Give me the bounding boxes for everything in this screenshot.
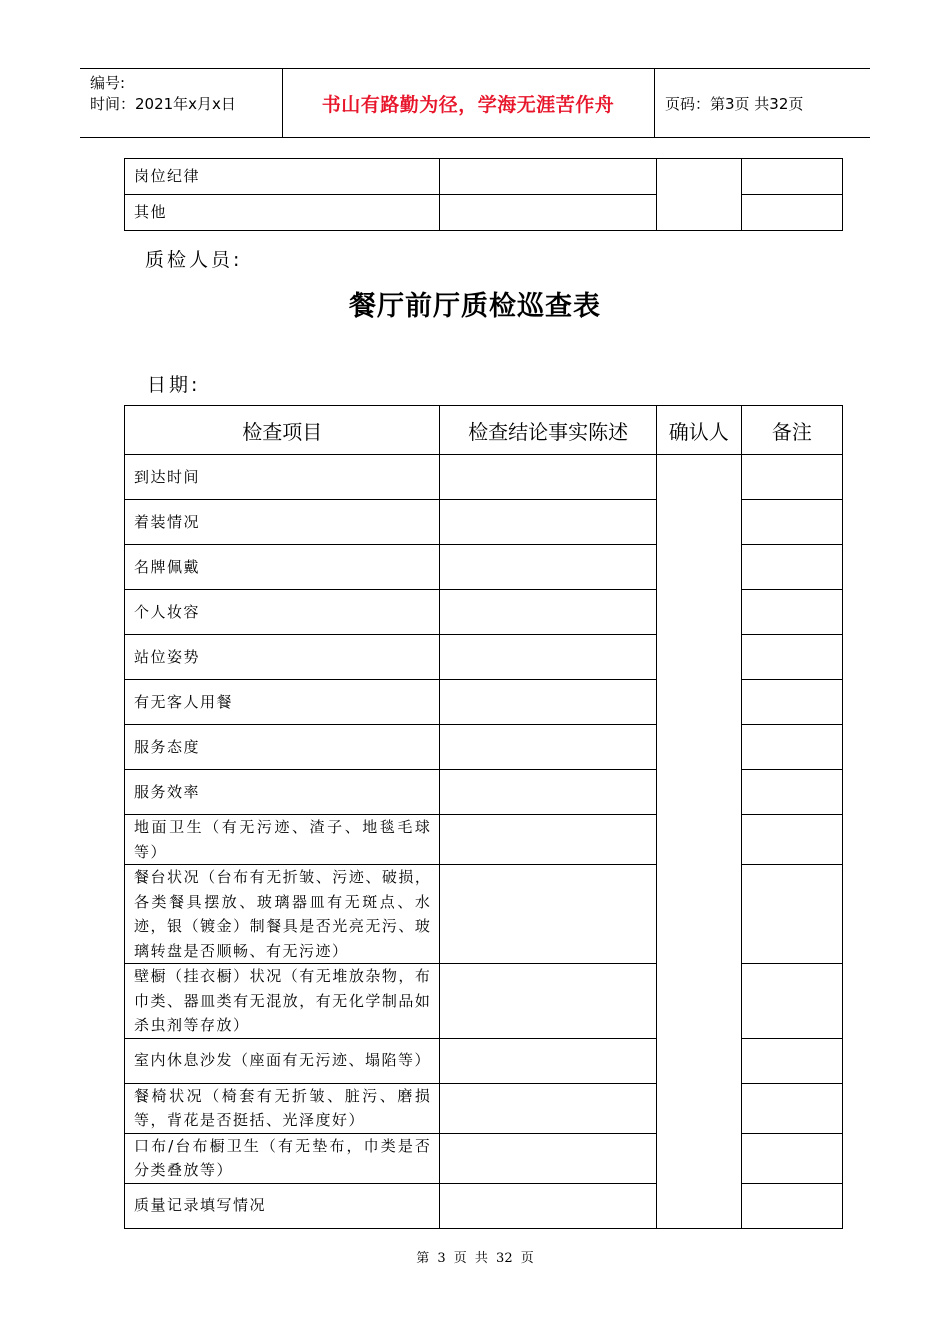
page-header [80,68,870,138]
conclusion-cell[interactable] [440,1083,656,1133]
remarks-cell[interactable] [741,1083,842,1133]
date-label: 日期: [147,374,201,396]
remarks-cell[interactable] [741,1038,842,1083]
check-item-cell [125,770,440,815]
remarks-cell[interactable] [741,545,842,590]
remarks-cell[interactable] [741,865,842,964]
check-item-cell [125,964,440,1039]
document-time-label: 时间：2021年x月x日 [90,95,236,113]
inspection-table [124,405,843,1229]
check-item-label: 岗位纪律 [134,167,201,186]
header-divider [654,69,655,137]
column-header-confirmer: 确认人 [656,406,741,455]
check-item-cell [125,500,440,545]
conclusion-cell[interactable] [440,590,656,635]
remarks-cell[interactable] [741,455,842,500]
check-item-label: 餐台状况（台布有无折皱、污迹、破损，各类餐具摆放、玻璃器皿有无斑点、水迹，银（镀金）制餐具是否光亮无污、玻璃转盘是否顺畅、有无污迹） [134,868,432,960]
inspector-label: 质检人员: [145,249,243,271]
header-page-info: 页码：第3页 共32页 [665,95,804,113]
check-item-label: 站位姿势 [134,647,201,666]
previous-page-table [124,158,843,231]
document-number-label: 编号: [90,74,126,92]
conclusion-cell[interactable] [440,1038,656,1083]
conclusion-cell[interactable] [440,770,656,815]
check-item-cell [125,545,440,590]
check-item-cell [125,590,440,635]
check-item-cell [125,455,440,500]
remarks-cell[interactable] [741,1183,842,1228]
remarks-cell[interactable] [741,680,842,725]
check-item-label: 餐椅状况（椅套有无折皱、脏污、磨损等，背花是否挺括、光泽度好） [134,1086,432,1129]
header-meta [90,73,236,115]
check-item-cell [125,1133,440,1183]
check-item-label: 室内休息沙发（座面有无污迹、塌陷等） [134,1051,432,1070]
check-item-cell [125,1038,440,1083]
check-item-label: 壁橱（挂衣橱）状况（有无堆放杂物，布巾类、器皿类有无混放，有无化学制品如杀虫剂等存放） [134,967,432,1034]
table-row [125,455,843,500]
check-item-cell [125,1083,440,1133]
check-item-label: 到达时间 [134,467,201,486]
table-header-row [125,406,843,455]
remarks-cell[interactable] [741,725,842,770]
check-item-label: 质量记录填写情况 [134,1196,267,1215]
confirmer-cell[interactable] [656,455,741,1229]
check-item-label: 服务效率 [134,782,201,801]
check-item-cell [125,865,440,964]
remarks-cell[interactable] [741,964,842,1039]
confirmer-cell[interactable] [656,159,741,231]
remarks-cell[interactable] [741,159,842,195]
check-item-cell [125,1183,440,1228]
check-item-cell [125,680,440,725]
remarks-cell[interactable] [741,500,842,545]
conclusion-cell[interactable] [440,1133,656,1183]
remarks-cell[interactable] [741,635,842,680]
check-item-cell [125,725,440,770]
check-item-label: 个人妆容 [134,602,201,621]
header-motto: 书山有路勤为径，学海无涯苦作舟 [321,93,615,116]
conclusion-cell[interactable] [440,195,656,231]
conclusion-cell[interactable] [440,545,656,590]
remarks-cell[interactable] [741,195,842,231]
check-item-cell [125,159,440,195]
check-item-cell [125,195,440,231]
conclusion-cell[interactable] [440,159,656,195]
check-item-label: 服务态度 [134,737,201,756]
conclusion-cell[interactable] [440,635,656,680]
check-item-label: 其他 [134,203,168,222]
conclusion-cell[interactable] [440,455,656,500]
column-header-conclusion: 检查结论事实陈述 [440,406,656,455]
column-header-check-item: 检查项目 [125,406,440,455]
page-footer: 第 3 页 共 32 页 [416,1251,534,1266]
remarks-cell[interactable] [741,770,842,815]
check-item-label: 名牌佩戴 [134,557,201,576]
conclusion-cell[interactable] [440,964,656,1039]
check-item-label: 有无客人用餐 [134,692,234,711]
table-row [125,159,843,195]
remarks-cell[interactable] [741,1133,842,1183]
check-item-label: 口布/台布橱卫生（有无垫布，巾类是否分类叠放等） [134,1136,432,1179]
conclusion-cell[interactable] [440,865,656,964]
check-item-cell [125,815,440,865]
conclusion-cell[interactable] [440,500,656,545]
remarks-cell[interactable] [741,815,842,865]
conclusion-cell[interactable] [440,815,656,865]
conclusion-cell[interactable] [440,725,656,770]
conclusion-cell[interactable] [440,1183,656,1228]
remarks-cell[interactable] [741,590,842,635]
check-item-label: 着装情况 [134,512,201,531]
page-title: 餐厅前厅质检巡查表 [349,291,601,322]
check-item-label: 地面卫生（有无污迹、渣子、地毯毛球等） [134,818,432,861]
conclusion-cell[interactable] [440,680,656,725]
check-item-cell [125,635,440,680]
column-header-remarks: 备注 [741,406,842,455]
